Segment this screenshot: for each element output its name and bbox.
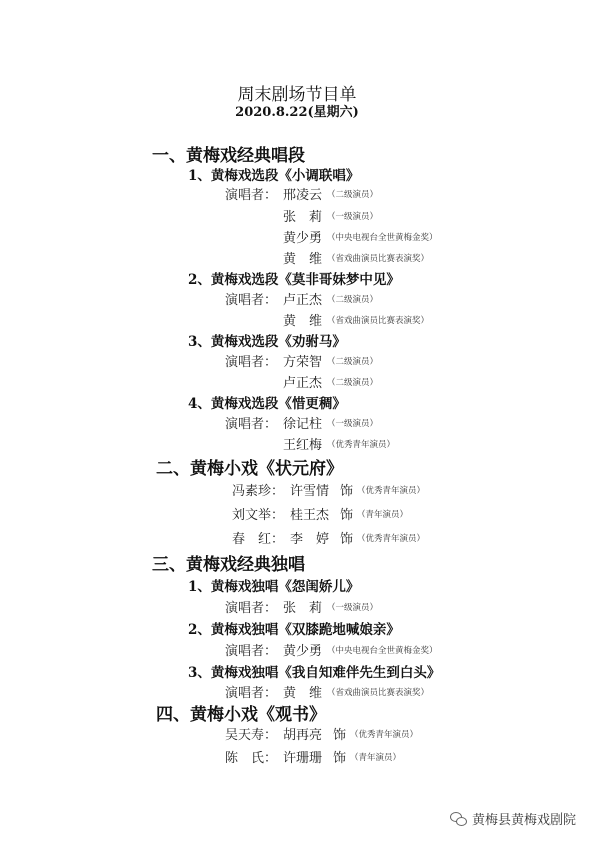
page-title: 周末剧场节目单 [237, 85, 357, 105]
actor-note: （优秀青年演员） [350, 730, 419, 740]
performer-name: 方荣智 [283, 355, 323, 370]
performer-name: 卢正杰 [283, 293, 323, 308]
program-item-title: 1、黄梅戏独唱《怨闺娇儿》 [188, 579, 360, 595]
performer-name: 徐记柱 [283, 417, 323, 432]
performer-note: （一级演员） [327, 603, 379, 613]
performer-note: （省戏曲演员比赛表演奖） [327, 688, 430, 698]
performer-name: 黄 维 [283, 314, 323, 329]
performer-name: 卢正杰 [283, 376, 323, 391]
section-heading: 二、黄梅小戏《状元府》 [156, 459, 343, 479]
performer-note: （省戏曲演员比赛表演奖） [327, 254, 430, 264]
played-by: 饰 [333, 728, 347, 743]
performer-note: （二级演员） [327, 295, 379, 305]
section-heading: 一、黄梅戏经典唱段 [152, 146, 305, 166]
actor-name: 李 婷 [290, 532, 330, 547]
performer-label: 演唱者： [225, 644, 278, 659]
performer-note: （一级演员） [327, 419, 379, 429]
actor-note: （优秀青年演员） [357, 486, 426, 496]
program-item-title: 4、黄梅戏选段《惜更稠》 [188, 396, 346, 412]
played-by: 饰 [333, 751, 347, 766]
watermark-text: 黄梅县黄梅戏剧院 [471, 813, 576, 828]
performer-note: （一级演员） [327, 212, 379, 222]
section-heading: 三、黄梅戏经典独唱 [152, 555, 305, 575]
actor-name: 桂王杰 [290, 508, 330, 523]
performer-note: （二级演员） [327, 190, 379, 200]
performer-label: 演唱者： [225, 686, 278, 701]
performer-label: 演唱者： [225, 355, 278, 370]
performer-name: 黄 维 [283, 686, 323, 701]
performer-note: （中央电视台全世黄梅金奖） [327, 233, 438, 243]
performer-name: 黄少勇 [283, 644, 323, 659]
role-name: 冯素珍： [232, 484, 285, 499]
actor-note: （优秀青年演员） [357, 534, 426, 544]
actor-name: 胡再亮 [283, 728, 323, 743]
role-name: 吴天寿： [225, 728, 278, 743]
role-name: 陈 氏： [225, 751, 278, 766]
actor-note: （青年演员） [350, 753, 402, 763]
watermark [450, 809, 576, 828]
performer-label: 演唱者： [225, 188, 278, 203]
wechat-icon [450, 811, 468, 827]
program-item-title: 2、黄梅戏选段《莫非哥妹梦中见》 [188, 272, 400, 288]
performer-note: （二级演员） [327, 378, 379, 388]
program-item-title: 1、黄梅戏选段《小调联唱》 [188, 168, 360, 184]
role-name: 春 红： [232, 532, 285, 547]
performer-name: 王红梅 [283, 438, 323, 453]
page-date: 2020.8.22(星期六) [235, 105, 359, 120]
program-item-title: 2、黄梅戏独唱《双膝跪地喊娘亲》 [188, 622, 400, 638]
performer-note: （省戏曲演员比赛表演奖） [327, 316, 430, 326]
played-by: 饰 [340, 484, 354, 499]
performer-note: （优秀青年演员） [327, 440, 396, 450]
program-item-title: 3、黄梅戏选段《劝驸马》 [188, 334, 346, 350]
performer-name: 张 莉 [283, 601, 323, 616]
actor-name: 许雪情 [290, 484, 330, 499]
performer-label: 演唱者： [225, 293, 278, 308]
performer-note: （中央电视台全世黄梅金奖） [327, 646, 438, 656]
actor-note: （青年演员） [357, 510, 409, 520]
performer-label: 演唱者： [225, 601, 278, 616]
performer-name: 邢凌云 [283, 188, 323, 203]
program-item-title: 3、黄梅戏独唱《我自知难伴先生到白头》 [188, 665, 441, 681]
role-name: 刘文举： [232, 508, 285, 523]
performer-label: 演唱者： [225, 417, 278, 432]
played-by: 饰 [340, 532, 354, 547]
actor-name: 许珊珊 [283, 751, 323, 766]
played-by: 饰 [340, 508, 354, 523]
performer-name: 黄少勇 [283, 231, 323, 246]
performer-note: （二级演员） [327, 357, 379, 367]
performer-name: 张 莉 [283, 210, 323, 225]
performer-name: 黄 维 [283, 252, 323, 267]
section-heading: 四、黄梅小戏《观书》 [156, 705, 326, 725]
